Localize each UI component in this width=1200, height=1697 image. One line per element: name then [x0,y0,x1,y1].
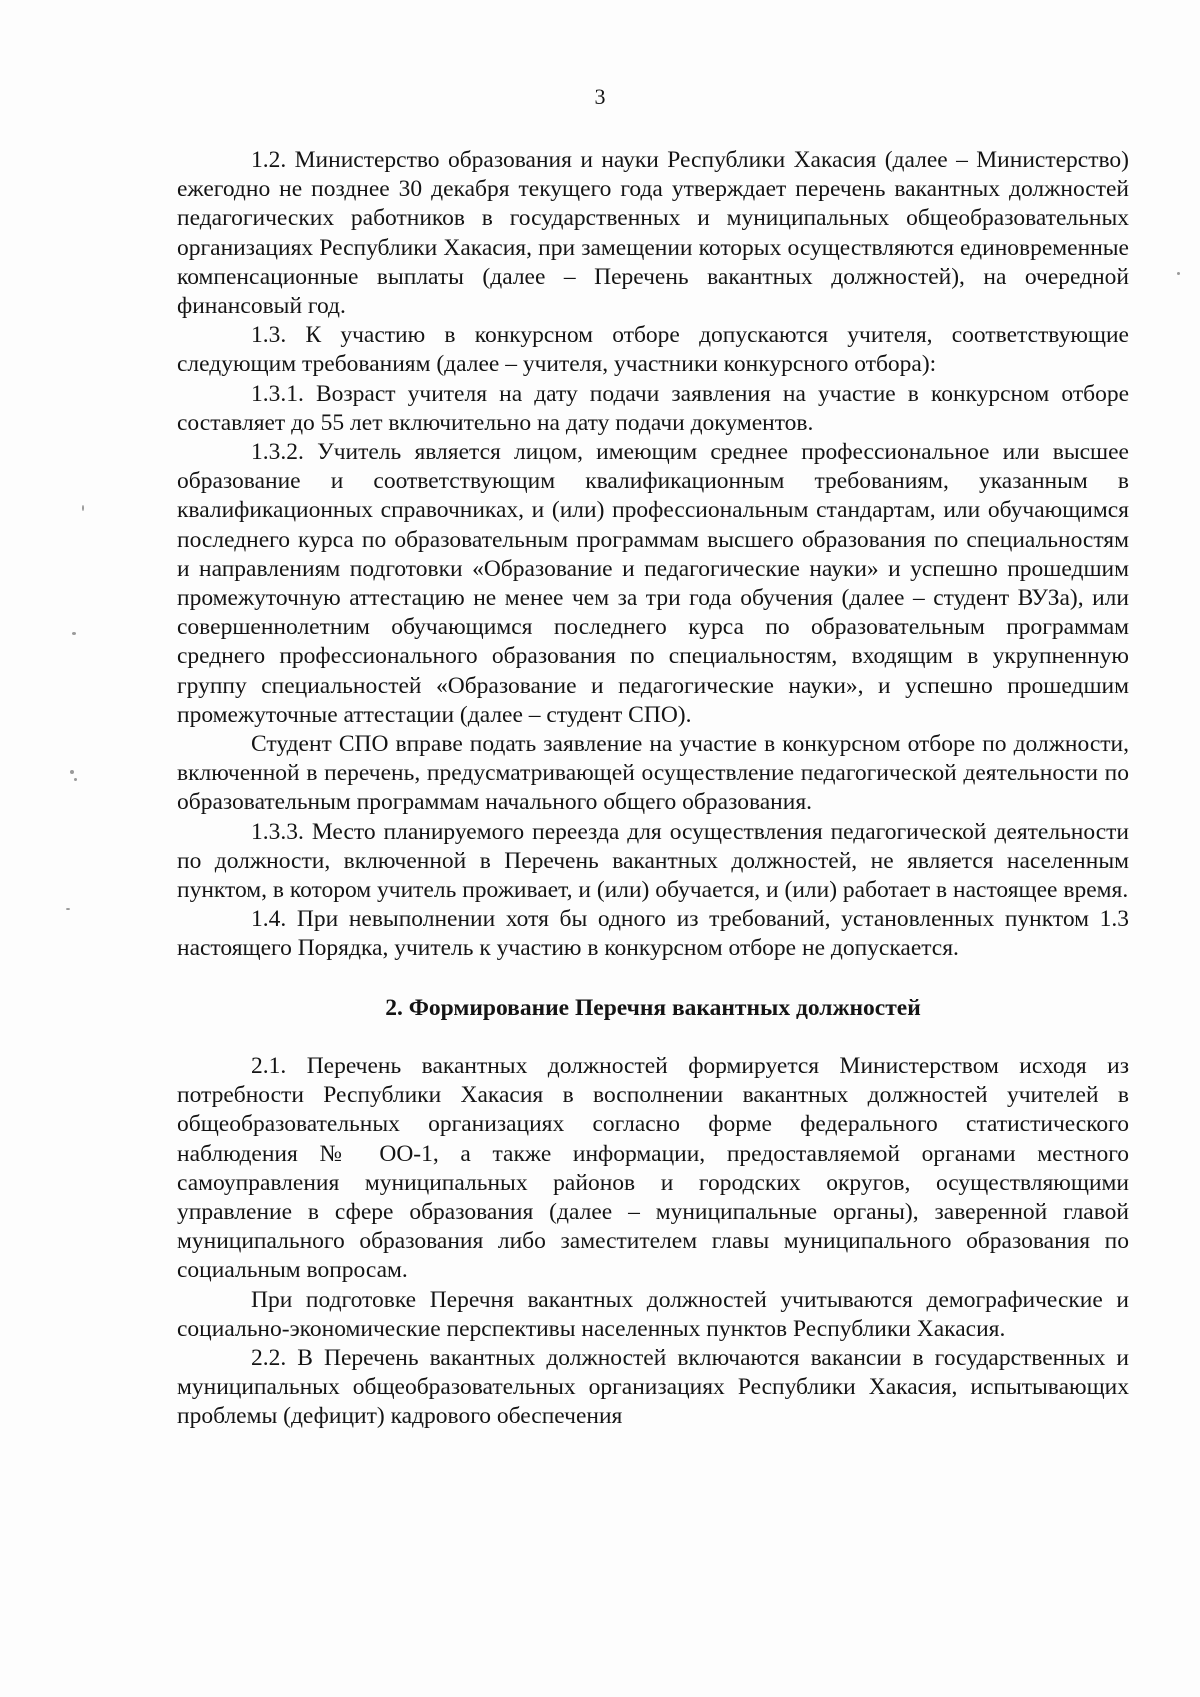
page-number: 3 [594,84,606,109]
document-body [177,146,1129,1432]
paragraph-1-3-2: 1.3.2. Учитель является лицом, имеющим среднее профессиональное или высшее образование и соответствующим квалификационным требованиям, указанным в квалификационных справочниках, и (или) профессиональным стандартам, или обучающимся последнего курса по образовательным программам высшего образования по специальностям и направлениям подготовки «Образование и педагогические науки» и успешно прошедшим промежуточную аттестацию не менее чем за три года обучения (далее – студент ВУЗа), или совершеннолетним обучающимся последнего курса по образовательным программам среднего профессионального образования по специальностям, входящим в укрупненную группу специальностей «Образование и педагогические науки», и успешно прошедшим промежуточные аттестации (далее – студент СПО). [177,439,1129,728]
paragraph-1-3-3: 1.3.3. Место планируемого переезда для осуществления педагогической деятельности по должности, включенной в Перечень вакантных должностей, не является населенным пунктом, в котором учитель проживает, и (или) обучается, и (или) работает в настоящее время. [177,818,1129,904]
paragraph-1-4: 1.4. При невыполнении хотя бы одного из требований, установленных пунктом 1.3 настоящего Порядка, учитель к участию в конкурсном отборе не допускается. [177,906,1129,962]
scan-speck [70,770,74,774]
paragraph-1-2: 1.2. Министерство образования и науки Республики Хакасия (далее – Министерство) ежегодно не позднее 30 декабря текущего года утверждает перечень вакантных должностей педагогических работников в государственных и муниципальных общеобразовательных организациях Республики Хакасия, при замещении которых осуществляются единовременные компенсационные выплаты (далее – Перечень вакантных должностей), на очередной финансовый год. [177,147,1129,320]
scan-speck [66,908,70,910]
paragraph-1-3-1: 1.3.1. Возраст учителя на дату подачи заявления на участие в конкурсном отборе составляет до 55 лет включительно на дату подачи документов. [177,380,1129,436]
scan-speck [82,505,84,511]
scan-speck [1177,272,1180,275]
section-2-heading: 2. Формирование Перечня вакантных должностей [385,994,921,1021]
scan-speck [74,778,77,781]
paragraph-preparation: При подготовке Перечня вакантных должностей учитываются демографические и социально-экономические перспективы населенных пунктов Республики Хакасия. [177,1286,1129,1342]
paragraph-1-3: 1.3. К участию в конкурсном отборе допускаются учителя, соответствующие следующим требованиям (далее – учителя, участники конкурсного отбора): [177,322,1129,378]
paragraph-2-1: 2.1. Перечень вакантных должностей формируется Министерством исходя из потребности Республики Хакасия в восполнении вакантных должностей учителей в общеобразовательных организациях согласно форме федерального статистического наблюдения № ОО-1, а также информации, предоставляемой органами местного самоуправления муниципальных районов и городских округов, осуществляющими управление в сфере образования (далее – муниципальные органы), заверенной главой муниципального образования либо заместителем главы муниципального образования по социальным вопросам. [177,1052,1129,1284]
paragraph-2-2: 2.2. В Перечень вакантных должностей включаются вакансии в государственных и муниципальных общеобразовательных организациях Республики Хакасия, испытывающих проблемы (дефицит) кадрового обеспечения [177,1344,1129,1430]
scan-speck [72,632,76,635]
paragraph-student-spo: Студент СПО вправе подать заявление на участие в конкурсном отборе по должности, включенной в перечень, предусматривающей осуществление педагогической деятельности по образовательным программам начального общего образования. [177,731,1129,816]
